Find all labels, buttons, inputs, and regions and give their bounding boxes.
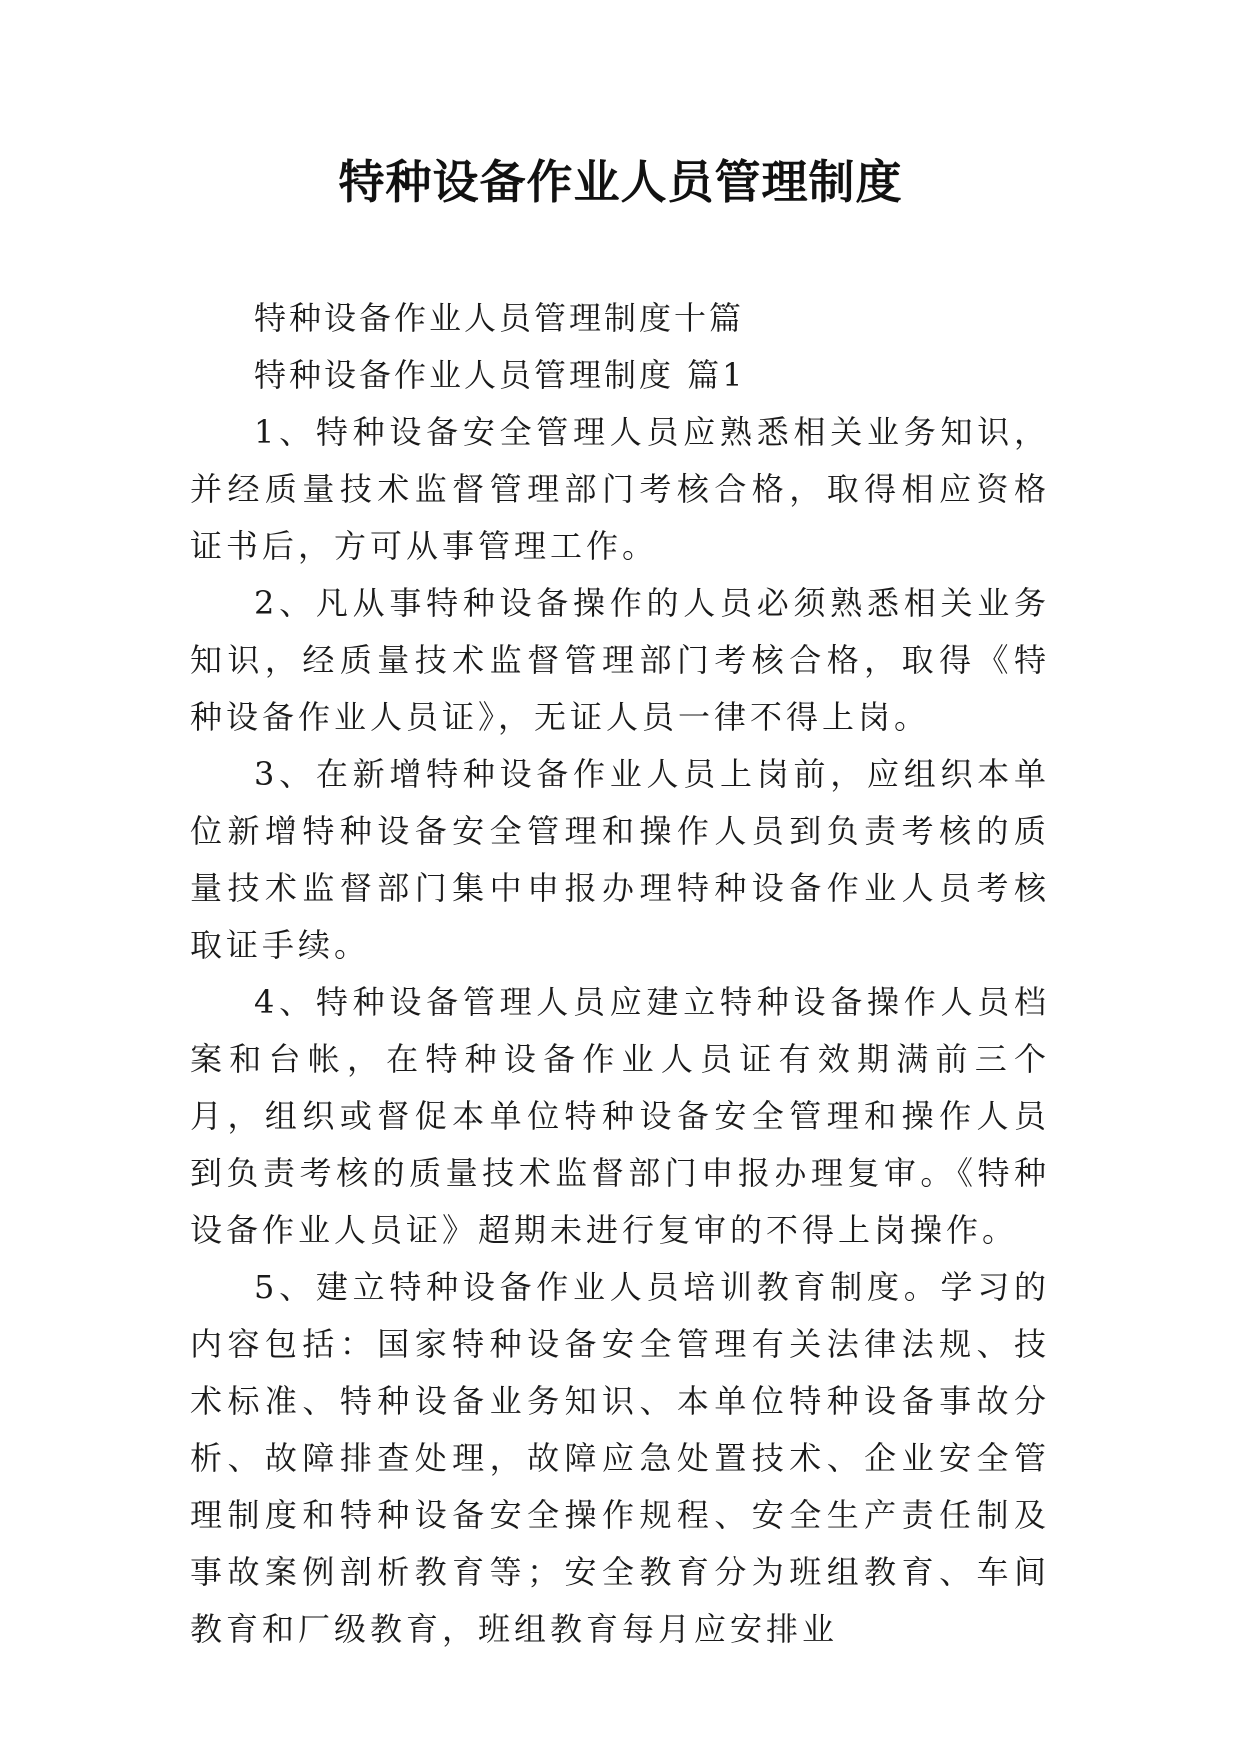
paragraph-5: 5、建立特种设备作业人员培训教育制度。学习的内容包括：国家特种设备安全管理有关法律法规、技术标准、特种设备业务知识、本单位特种设备事故分析、故障排查处理，故障应急处置技术、企业安全管理制度和特种设备安全操作规程、安全生产责任制及事故案例剖析教育等；安全教育分为班组教育、车间教育和厂级教育，班组教育每月应安排业 xyxy=(190,1268,1050,1648)
document-title: 特种设备作业人员管理制度 xyxy=(338,155,903,209)
section-heading: 特种设备作业人员管理制度 篇1 xyxy=(254,356,746,394)
paragraph-1: 1、特种设备安全管理人员应熟悉相关业务知识，并经质量技术监督管理部门考核合格，取得相应资格证书后，方可从事管理工作。 xyxy=(190,413,1050,565)
paragraph-2: 2、凡从事特种设备操作的人员必须熟悉相关业务知识，经质量技术监督管理部门考核合格，取得《特种设备作业人员证》，无证人员一律不得上岗。 xyxy=(190,584,1050,736)
paragraph-4: 4、特种设备管理人员应建立特种设备操作人员档案和台帐，在特种设备作业人员证有效期满前三个月，组织或督促本单位特种设备安全管理和操作人员到负责考核的质量技术监督部门申报办理复审。《特种设备作业人员证》超期未进行复审的不得上岗操作。 xyxy=(190,983,1050,1249)
paragraph-3: 3、在新增特种设备作业人员上岗前，应组织本单位新增特种设备安全管理和操作人员到负责考核的质量技术监督部门集中申报办理特种设备作业人员考核取证手续。 xyxy=(190,755,1050,964)
document-body xyxy=(190,290,1050,1658)
document-subtitle: 特种设备作业人员管理制度十篇 xyxy=(254,299,745,337)
